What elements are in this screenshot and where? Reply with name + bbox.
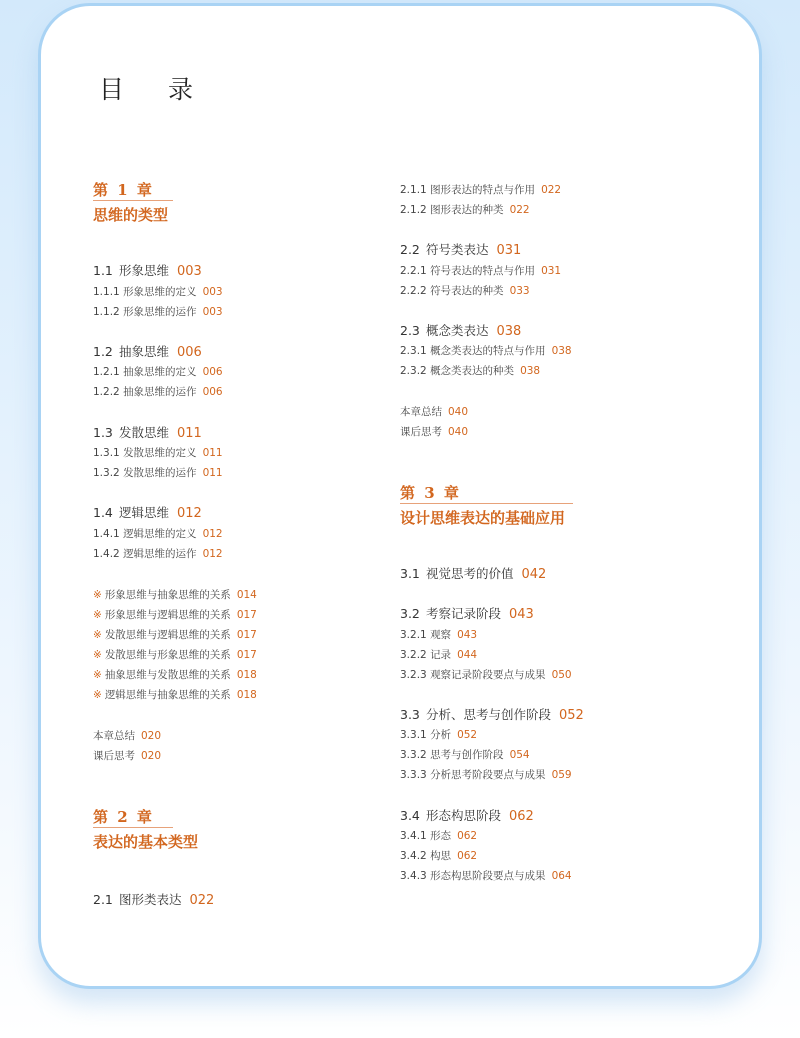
chapter-1-rule: [93, 200, 173, 201]
toc-subsection[interactable]: 3.3.2 思考与创作阶段 054: [400, 749, 530, 761]
toc-section[interactable]: 1.1 形象思维 003: [93, 263, 202, 279]
chapter-2-label: 第 2 章: [93, 808, 154, 826]
toc-subsection[interactable]: 1.2.1 抽象思维的定义 006: [93, 366, 223, 378]
chapter-3-title: 设计思维表达的基础应用: [400, 509, 566, 527]
toc-summary[interactable]: 本章总结 020: [93, 730, 162, 742]
toc-subsection[interactable]: 1.1.1 形象思维的定义 003: [93, 286, 223, 298]
toc-subsection[interactable]: 1.1.2 形象思维的运作 003: [93, 306, 223, 318]
toc-section[interactable]: 3.3 分析、思考与创作阶段 052: [400, 707, 584, 723]
toc-note[interactable]: ※ 发散思维与形象思维的关系 017: [93, 649, 257, 661]
toc-section[interactable]: 3.1 视觉思考的价值 042: [400, 566, 547, 582]
toc-reflection[interactable]: 课后思考 040: [400, 426, 469, 438]
toc-subsection[interactable]: 1.2.2 抽象思维的运作 006: [93, 386, 223, 398]
toc-section[interactable]: 1.4 逻辑思维 012: [93, 505, 202, 521]
toc-summary[interactable]: 本章总结 040: [400, 406, 469, 418]
toc-subsection[interactable]: 1.3.1 发散思维的定义 011: [93, 447, 223, 459]
toc-subsection[interactable]: 3.2.2 记录 044: [400, 649, 478, 661]
toc-subsection[interactable]: 2.2.1 符号表达的特点与作用 031: [400, 265, 562, 277]
chapter-2-rule: [93, 827, 173, 828]
chapter-1-label: 第 1 章: [93, 181, 154, 199]
toc-note[interactable]: ※ 形象思维与逻辑思维的关系 017: [93, 609, 257, 621]
toc-subsection[interactable]: 3.2.3 观察记录阶段要点与成果 050: [400, 669, 572, 681]
toc-section[interactable]: 2.3 概念类表达 038: [400, 323, 522, 339]
toc-note[interactable]: ※ 发散思维与逻辑思维的关系 017: [93, 629, 257, 641]
toc-subsection[interactable]: 1.3.2 发散思维的运作 011: [93, 467, 223, 479]
page-title: 目 录: [99, 75, 211, 104]
toc-section[interactable]: 3.4 形态构思阶段 062: [400, 808, 534, 824]
toc-subsection[interactable]: 3.3.1 分析 052: [400, 729, 478, 741]
toc-section[interactable]: 1.3 发散思维 011: [93, 425, 202, 441]
chapter-1-title: 思维的类型: [93, 206, 169, 224]
toc-note[interactable]: ※ 逻辑思维与抽象思维的关系 018: [93, 689, 257, 701]
toc-subsection[interactable]: 2.1.2 图形表达的种类 022: [400, 204, 530, 216]
toc-subsection[interactable]: 3.4.1 形态 062: [400, 830, 478, 842]
toc-subsection[interactable]: 2.3.2 概念类表达的种类 038: [400, 365, 541, 377]
toc-subsection[interactable]: 2.3.1 概念类表达的特点与作用 038: [400, 345, 572, 357]
chapter-3-rule: [400, 503, 573, 504]
toc-subsection[interactable]: 3.3.3 分析思考阶段要点与成果 059: [400, 769, 572, 781]
toc-section[interactable]: 2.2 符号类表达 031: [400, 242, 522, 258]
toc-section[interactable]: 1.2 抽象思维 006: [93, 344, 202, 360]
chapter-3-label: 第 3 章: [400, 484, 461, 502]
toc-section[interactable]: 3.2 考察记录阶段 043: [400, 606, 534, 622]
toc-note[interactable]: ※ 抽象思维与发散思维的关系 018: [93, 669, 257, 681]
toc-subsection[interactable]: 3.4.2 构思 062: [400, 850, 478, 862]
toc-subsection[interactable]: 2.2.2 符号表达的种类 033: [400, 285, 530, 297]
toc-subsection[interactable]: 1.4.2 逻辑思维的运作 012: [93, 548, 223, 560]
chapter-2-title: 表达的基本类型: [93, 833, 199, 851]
toc-reflection[interactable]: 课后思考 020: [93, 750, 162, 762]
toc-subsection[interactable]: 1.4.1 逻辑思维的定义 012: [93, 528, 223, 540]
toc-section[interactable]: 2.1 图形类表达 022: [93, 892, 215, 908]
toc-subsection[interactable]: 3.2.1 观察 043: [400, 629, 478, 641]
toc-subsection[interactable]: 3.4.3 形态构思阶段要点与成果 064: [400, 870, 572, 882]
toc-subsection[interactable]: 2.1.1 图形表达的特点与作用 022: [400, 184, 562, 196]
toc-note[interactable]: ※ 形象思维与抽象思维的关系 014: [93, 589, 257, 601]
